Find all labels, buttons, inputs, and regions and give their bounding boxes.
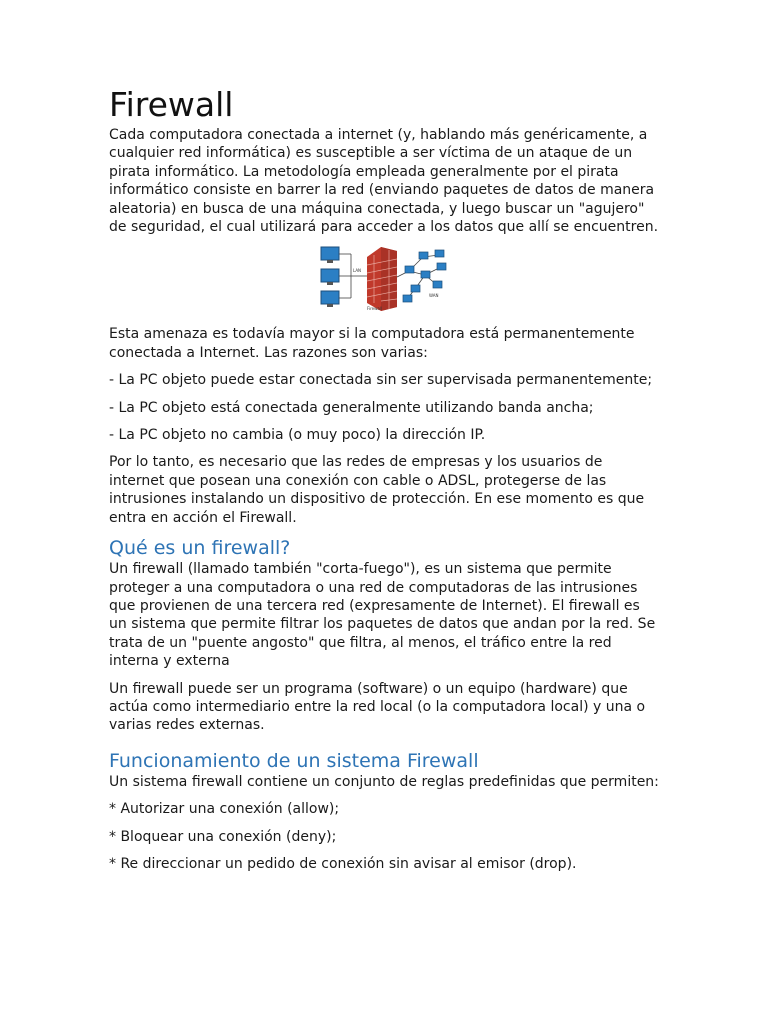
firewall-label: Firewall [367, 306, 383, 312]
reason-item: - La PC objeto está conectada generalmente utilizando banda ancha; [109, 399, 594, 416]
reason-item: - La PC objeto puede estar conectada sin ser supervisada permanentemente; [109, 372, 653, 389]
lan-computers [321, 247, 339, 307]
section-heading-what-is-firewall: Qué es un firewall? [109, 537, 291, 560]
threat-paragraph: Esta amenaza es todavía mayor si la computadora está permanentemente conectada a Internet. Las razones son varias: [109, 326, 635, 361]
section-heading-firewall-operation: Funcionamiento de un sistema Firewall [109, 749, 479, 772]
brick-wall [367, 247, 397, 311]
wan-computers [403, 250, 446, 302]
page-title: Firewall [109, 85, 234, 124]
rule-item: * Bloquear una conexión (deny); [109, 828, 337, 845]
rule-item: * Re direccionar un pedido de conexión sin avisar al emisor (drop). [109, 855, 577, 872]
section1-paragraph-2: Un firewall puede ser un programa (software) o un equipo (hardware) que actúa como intermediario entre la red local (o la computadora local) y una o varias redes externas. [109, 680, 646, 734]
intro-paragraph: Cada computadora conectada a internet (y, hablando más genéricamente, a cualquier red informática) es susceptible a ser víctima de un ataque de un pirata informático. La metodología empleada generalmente por el pirata informático consiste en barrer la red (enviando paquetes de datos de manera aleatoria) en busca de una máquina conectada, y luego buscar un "agujero" de seguridad, el cual utilizará para acceder a los datos que allí se encuentren. [109, 127, 659, 236]
lan-label: LAN [353, 268, 362, 274]
document-page [109, 84, 661, 873]
wan-label: WAN [429, 293, 439, 299]
reason-item: - La PC objeto no cambia (o muy poco) la dirección IP. [109, 427, 486, 444]
lan-links [339, 254, 367, 298]
firewall-network-diagram [319, 245, 449, 311]
rule-item: * Autorizar una conexión (allow); [109, 801, 340, 818]
conclusion-paragraph: Por lo tanto, es necesario que las redes de empresas y los usuarios de internet que posean una conexión con cable o ADSL, protegerse de las intrusiones instalando un dispositivo de protección. En ese momento es que entra en acción el Firewall. [109, 454, 645, 526]
section2-paragraph-1: Un sistema firewall contiene un conjunto de reglas predefinidas que permiten: [109, 773, 659, 790]
section1-paragraph-1: Un firewall (llamado también "corta-fuego"), es un sistema que permite proteger a una computadora o una red de computadoras de las intrusiones que provienen de una tercera red (expresamente de Internet). El firewall es un sistema que permite filtrar los paquetes de datos que andan por la red. Se trata de un "puente angosto" que filtra, al menos, el tráfico entre la red interna y externa [109, 561, 656, 670]
